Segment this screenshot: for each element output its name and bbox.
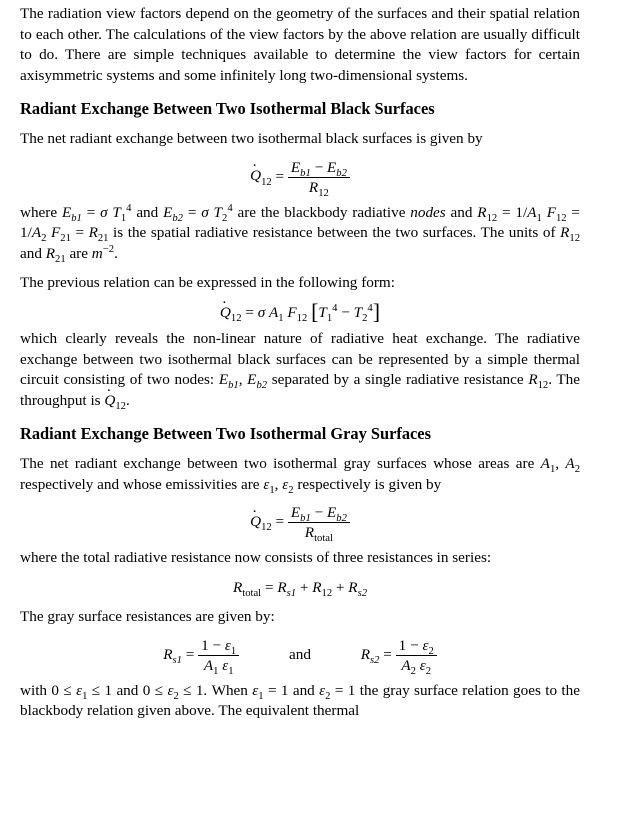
section-heading-black: Radiant Exchange Between Two Isothermal Black Surfaces [20,99,435,118]
equation-stefan-form: · $Q_{12} = \sigma$ $A_1$ $F_{12}$ $[T_1^4 - T_2^4]$ [20,302,580,324]
blackbody-nodes-paragraph: where $E_{b1} = \sigma$ $T_1^4$ and $E_{b2} = \sigma$ $T_2^4$ are the blackbody radiative nodes and $R_{12} = 1/A_1$ $F_{12} = 1/A_2$ $F_{21} = R_{21}$ is the spatial radiative resistance between the two surfaces. The units of $R_{12}$ and $R_{21}$ are $m^{-2}$. [20,202,580,265]
intro-paragraph: The radiation view factors depend on the geometry of the surfaces and their spatial relation to each other. The calculations of the view factors by the above relation are usually difficult to do. There are simple techniques available to determine the view factors for certain axisymmetric systems and some infinitely long two-dimensional systems. [20,5,580,84]
gray-intro-paragraph: The net radiant exchange between two isothermal gray surfaces whose areas are $A_1$, $A_2$ respectively and whose emissivities are $\varepsilon_1$, $\varepsilon_2$ respectively is given by [20,455,581,496]
black-intro-text: The net radiant exchange between two isothermal black surfaces is given by [20,130,483,147]
nodes-word: nodes [410,203,446,221]
equation-net-exchange-black: · $Q_{12}$ = $\frac{E_{b1} - E_{b2}}{R_{12}}$ [20,158,580,197]
thermal-circuit-paragraph: which clearly reveals the non-linear nature of radiative heat exchange. The radiative exchange between two isothermal black surfaces can be represented by a simple thermal circuit consisting of two nodes: $E_{b1}$, $E_{b2}$ separated by a single radiative resistance $R_{12}$. The throughput is · $Q_{12}$. [20,329,580,411]
previous-relation-text: The previous relation can be expressed in the following form: [20,274,395,291]
emissivity-limits-paragraph: with $0 \le \varepsilon_1 \le 1$ and $0 \le \varepsilon_2 \le 1$. When $\varepsilon_1 = 1$ and $\varepsilon_2 = 1$ the gray surface relation goes to the blackbody relation given above. The equivalent thermal [20,681,580,719]
and-word: and [289,645,311,663]
total-resistance-text: where the total radiative resistance now consists of three resistances in series: [20,549,492,566]
gray-resistances-text: The gray surface resistances are given by: [20,608,275,625]
document-page [20,4,580,722]
section-heading-gray: Radiant Exchange Between Two Isothermal Gray Surfaces [20,424,431,443]
equation-total-resistance: $R_{total} = R_{s1} + R_{12} + R_{s2}$ [232,578,368,599]
equation-net-exchange-gray: · $Q_{12}$ = $\frac{E_{b1} - E_{b2}}{R_{total}}$ [20,503,580,542]
equation-surface-resistances: $R_{s1}$ = $\frac{1 - \varepsilon_1}{A_1 \varepsilon_1}$ and $R_{s2}$ = $\frac{1 - \varepsilon_2}{A_2 \varepsilon_2}$ [20,636,580,675]
